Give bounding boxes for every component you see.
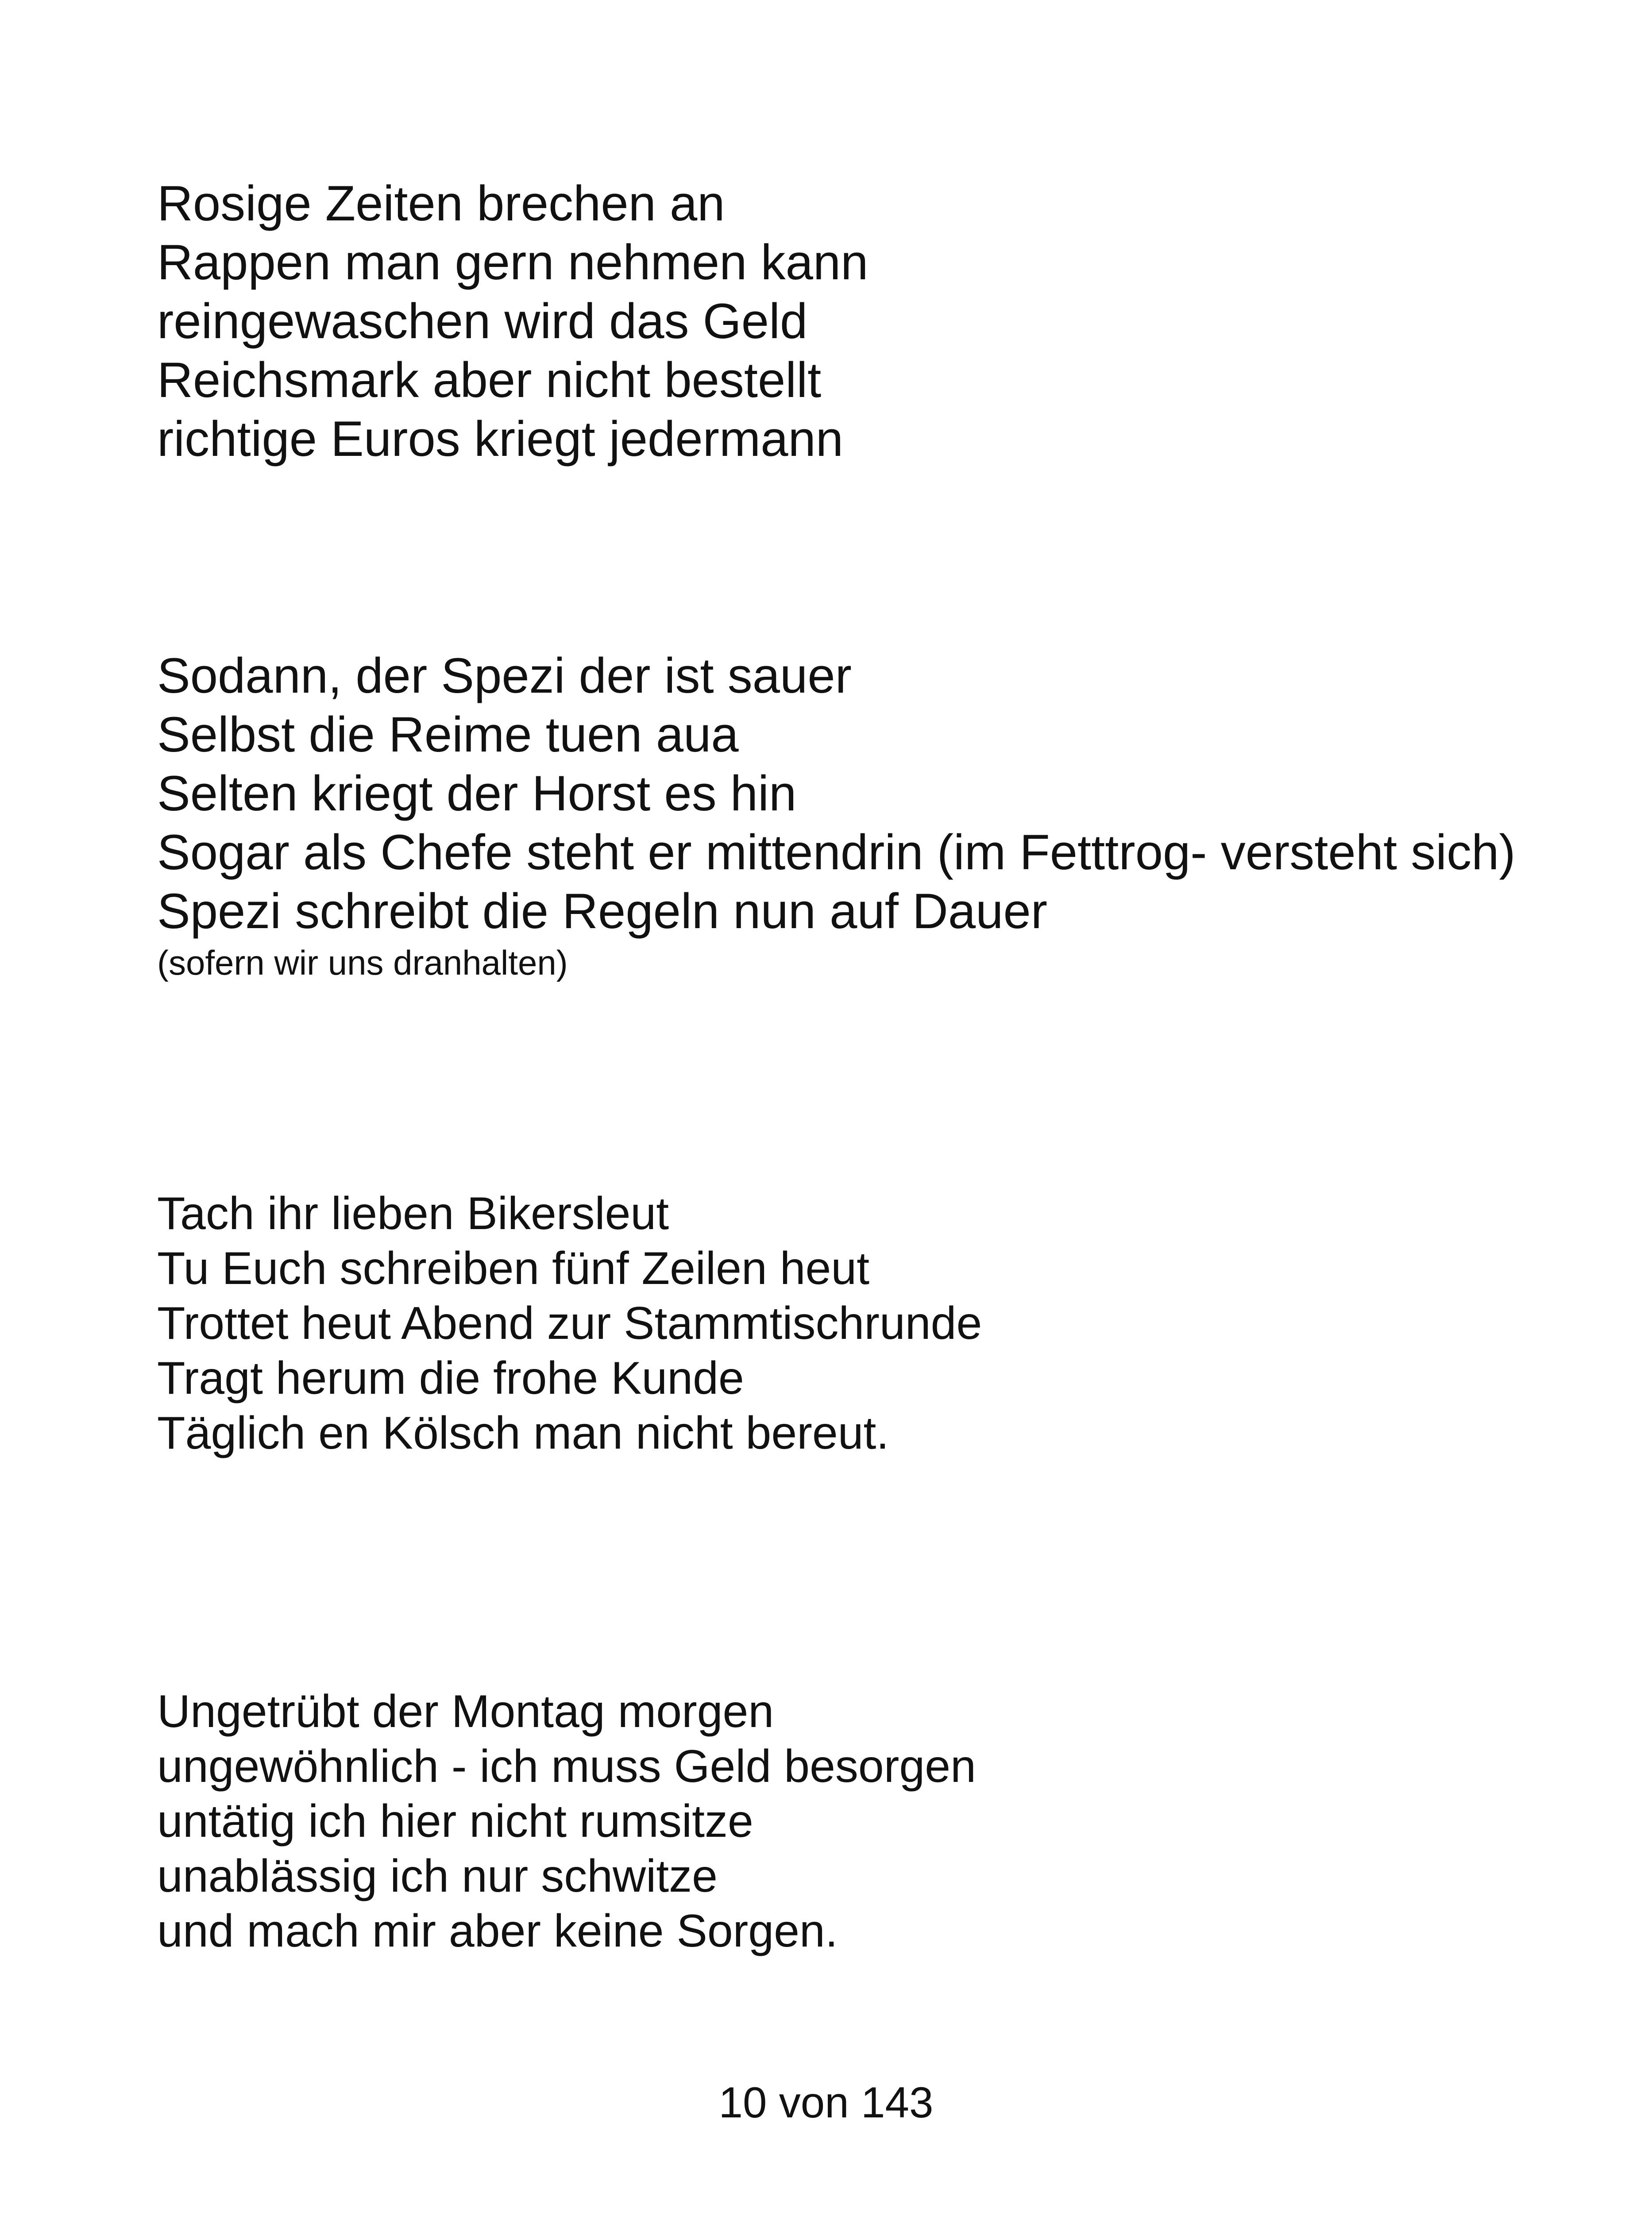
stanza-line: unablässig ich nur schwitze <box>157 1851 718 1902</box>
stanza-line: richtige Euros kriegt jedermann <box>157 411 844 467</box>
stanza-line: Trottet heut Abend zur Stammtischrunde <box>157 1298 982 1349</box>
stanza-line: Selbst die Reime tuen aua <box>157 707 739 762</box>
stanza-line: Tu Euch schreiben fünf Zeilen heut <box>157 1243 870 1294</box>
stanza-line: reingewaschen wird das Geld <box>157 293 808 349</box>
stanza-line: Reichsmark aber nicht bestellt <box>157 352 822 408</box>
stanza-4 <box>157 1684 1529 1959</box>
stanza-line: Spezi schreibt die Regeln nun auf Dauer <box>157 883 1048 939</box>
stanza-note: (sofern wir uns dranhalten) <box>157 943 568 982</box>
stanza-line: untätig ich hier nicht rumsitze <box>157 1796 753 1847</box>
stanza-1 <box>157 174 1529 468</box>
stanza-3 <box>157 1186 1529 1461</box>
stanza-2 <box>157 646 1529 985</box>
stanza-line: Selten kriegt der Horst es hin <box>157 766 797 821</box>
stanza-line: Ungetrübt der Montag morgen <box>157 1686 774 1737</box>
page-number: 10 von 143 <box>718 2078 934 2127</box>
stanza-line: ungewöhnlich - ich muss Geld besorgen <box>157 1741 976 1792</box>
stanza-line: Rosige Zeiten brechen an <box>157 176 725 231</box>
stanza-line: und mach mir aber keine Sorgen. <box>157 1905 838 1957</box>
stanza-line: Täglich en Kölsch man nicht bereut. <box>157 1407 889 1459</box>
stanza-line: Sodann, der Spezi der ist sauer <box>157 648 852 703</box>
stanza-line: Rappen man gern nehmen kann <box>157 235 868 290</box>
stanza-line: Sogar als Chefe steht er mittendrin (im Fetttrog- versteht sich) <box>157 825 1516 880</box>
stanza-line: Tach ihr lieben Bikersleut <box>157 1188 669 1239</box>
stanza-line: Tragt herum die frohe Kunde <box>157 1353 744 1404</box>
